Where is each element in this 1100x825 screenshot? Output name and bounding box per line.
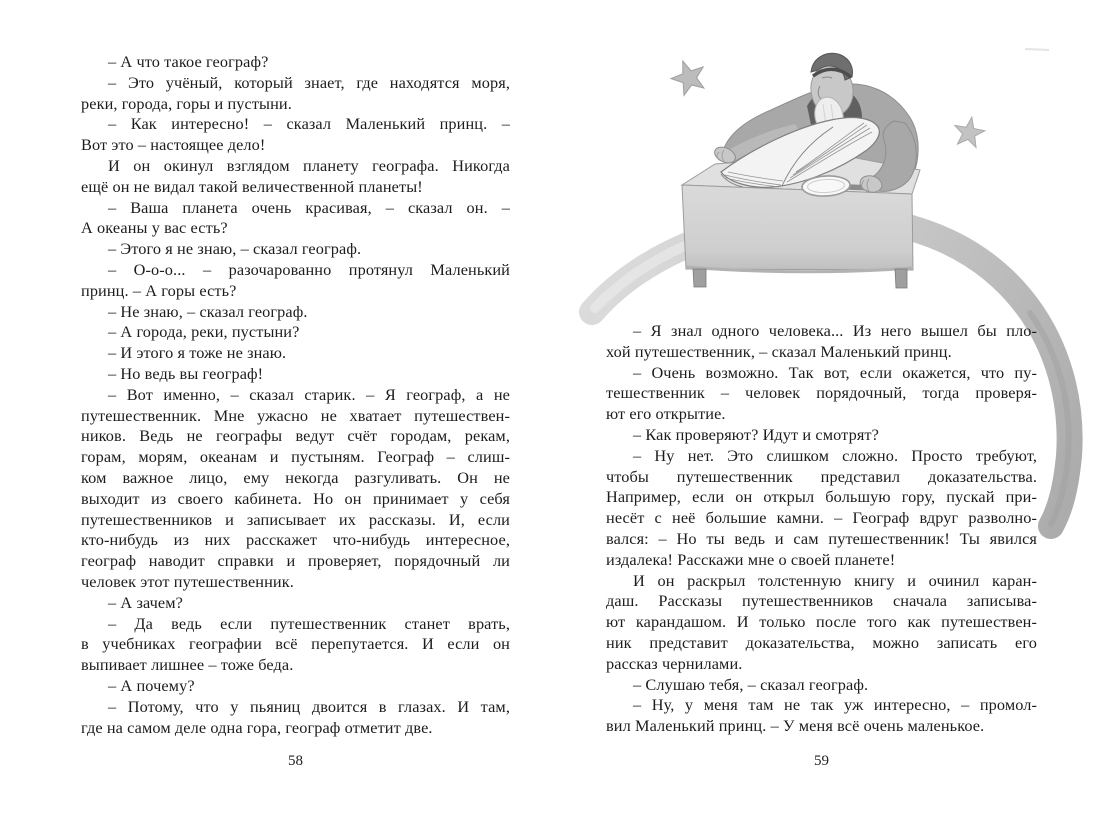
- paragraph: [606, 446, 1037, 571]
- text-line: тешественник – человек порядочный, тогда проверя-: [606, 383, 1037, 403]
- paragraph: [81, 302, 510, 323]
- paragraph: [81, 73, 510, 115]
- star-right-icon: [955, 117, 985, 147]
- text-line: несёт с неё большие камни. – Географ вдруг разволно-: [606, 508, 1037, 528]
- paragraph: [81, 114, 510, 156]
- text-line: – Я знал одного человека... Из него вышел бы пло-: [633, 321, 1037, 340]
- desk-leg-left: [693, 269, 706, 287]
- paragraph: [81, 322, 510, 343]
- text-line: – Ну нет. Это слишком сложно. Просто требуют,: [633, 445, 1037, 465]
- text-line: путешественников и записывает их рассказы. И, если: [81, 509, 510, 529]
- paragraph: [81, 260, 510, 302]
- paragraph: [81, 343, 510, 364]
- text-line: издалека! Расскажи мне о своей планете!: [606, 549, 896, 569]
- paragraph: [81, 593, 510, 614]
- paragraph: [606, 571, 1037, 675]
- paragraph: [81, 52, 510, 73]
- text-line: в учебниках географии всё перепутается. И если он: [81, 634, 510, 654]
- text-line: – Вот именно, – сказал старик. – Я географ, а не: [108, 384, 510, 404]
- desk-front: [682, 185, 913, 270]
- text-line: кто-нибудь из них расскажет что-нибудь интересное,: [81, 530, 510, 550]
- text-line: даш. Рассказы путешественников сначала записыва-: [606, 591, 1037, 611]
- text-line: где на самом деле одна гора, географ отметит две.: [81, 717, 433, 737]
- text-line: – Ну, у меня там не так уж интересно, – промол-: [633, 695, 1037, 715]
- text-line: рассказ чернилами.: [606, 653, 743, 673]
- paragraph: [606, 675, 1037, 696]
- smudge-mark: [1025, 49, 1049, 50]
- text-line: – Это учёный, который знает, где находятся моря,: [108, 72, 510, 92]
- text-line: хой путешественник, – сказал Маленький принц.: [606, 341, 952, 361]
- text-line: – А почему?: [108, 675, 195, 695]
- text-line: ют карандашом. И только после того как путешествен-: [606, 612, 1037, 632]
- text-line: ещё он не видал такой величественной планеты!: [81, 176, 423, 196]
- paragraph: [606, 695, 1037, 737]
- text-line: – Слушаю тебя, – сказал географ.: [633, 674, 869, 694]
- text-line: вался: – Но ты ведь и сам путешественник! Ты явился: [606, 528, 1037, 548]
- paragraph: [81, 239, 510, 260]
- paragraph: [81, 385, 510, 593]
- left-page-number: 58: [288, 753, 303, 769]
- text-line: А океаны у вас есть?: [81, 218, 228, 238]
- text-line: И он раскрыл толстенную книгу и очинил каран-: [633, 570, 1037, 590]
- text-line: ком важное лицо, ему некогда разгуливать. Он не: [81, 467, 510, 487]
- text-line: – А зачем?: [108, 592, 183, 612]
- text-line: выходит из своего кабинета. Но он принимает у себя: [81, 488, 510, 508]
- paragraph: [81, 614, 510, 676]
- right-page-text: [606, 321, 1037, 737]
- text-line: – Да ведь если путешественник станет врать,: [108, 613, 510, 633]
- text-line: географ наводит справки и проверяет, порядочный ли: [81, 551, 510, 571]
- paragraph: [81, 676, 510, 697]
- paragraph: [81, 156, 510, 198]
- paragraph: [81, 198, 510, 240]
- text-line: – А города, реки, пустыни?: [108, 322, 300, 342]
- text-line: выпивает лишнее – тоже беда.: [81, 655, 294, 675]
- text-line: – А что такое географ?: [108, 52, 269, 71]
- paragraph: [606, 425, 1037, 446]
- text-line: ют его открытие.: [606, 404, 726, 424]
- paragraph: [606, 363, 1037, 425]
- text-line: путешественник. Мне ужасно не хватает путешествен-: [81, 405, 510, 425]
- text-line: – Потому, что у пьяниц двоится в глазах. И там,: [108, 696, 510, 716]
- text-line: – Ваша планета очень красивая, – сказал он. –: [108, 197, 510, 217]
- text-line: принц. – А горы есть?: [81, 280, 237, 300]
- text-line: Например, если он открыл большую гору, пускай при-: [606, 487, 1037, 507]
- text-line: вил Маленький принц. – У меня всё очень маленькое.: [606, 716, 985, 736]
- text-line: человек этот путешественник.: [81, 571, 294, 591]
- paragraph: [81, 364, 510, 385]
- desk-leg-right: [895, 269, 907, 288]
- text-line: ник представит доказательства, можно записать его: [606, 632, 1037, 652]
- text-line: – И этого я тоже не знаю.: [108, 343, 287, 363]
- paragraph: [81, 697, 510, 739]
- text-line: – Этого я не знаю, – сказал географ.: [108, 239, 362, 259]
- text-line: – Как интересно! – сказал Маленький принц. –: [108, 114, 510, 134]
- text-line: Вот это – настоящее дело!: [81, 135, 266, 155]
- star-left-icon: [671, 61, 704, 95]
- left-page-text: [81, 52, 510, 738]
- text-line: – Очень возможно. Так вот, если окажется, что пу-: [633, 362, 1037, 382]
- text-line: – Но ведь вы географ!: [108, 363, 264, 383]
- text-line: – Не знаю, – сказал географ.: [108, 301, 308, 321]
- text-line: – О-о-о... – разочарованно протянул Маленький: [108, 259, 510, 279]
- text-line: горам, морям, океанам и пустыням. Географ – слиш-: [81, 447, 510, 467]
- text-line: И он окинул взглядом планету географа. Никогда: [108, 155, 510, 175]
- text-line: – Как проверяют? Идут и смотрят?: [633, 424, 879, 444]
- text-line: чтобы путешественник представил доказательства.: [606, 466, 1037, 486]
- paragraph: [606, 321, 1037, 363]
- right-page-number: 59: [814, 753, 829, 769]
- text-line: реки, города, горы и пустыни.: [81, 93, 292, 113]
- text-line: ников. Ведь не географы ведут счёт городам, рекам,: [81, 426, 510, 446]
